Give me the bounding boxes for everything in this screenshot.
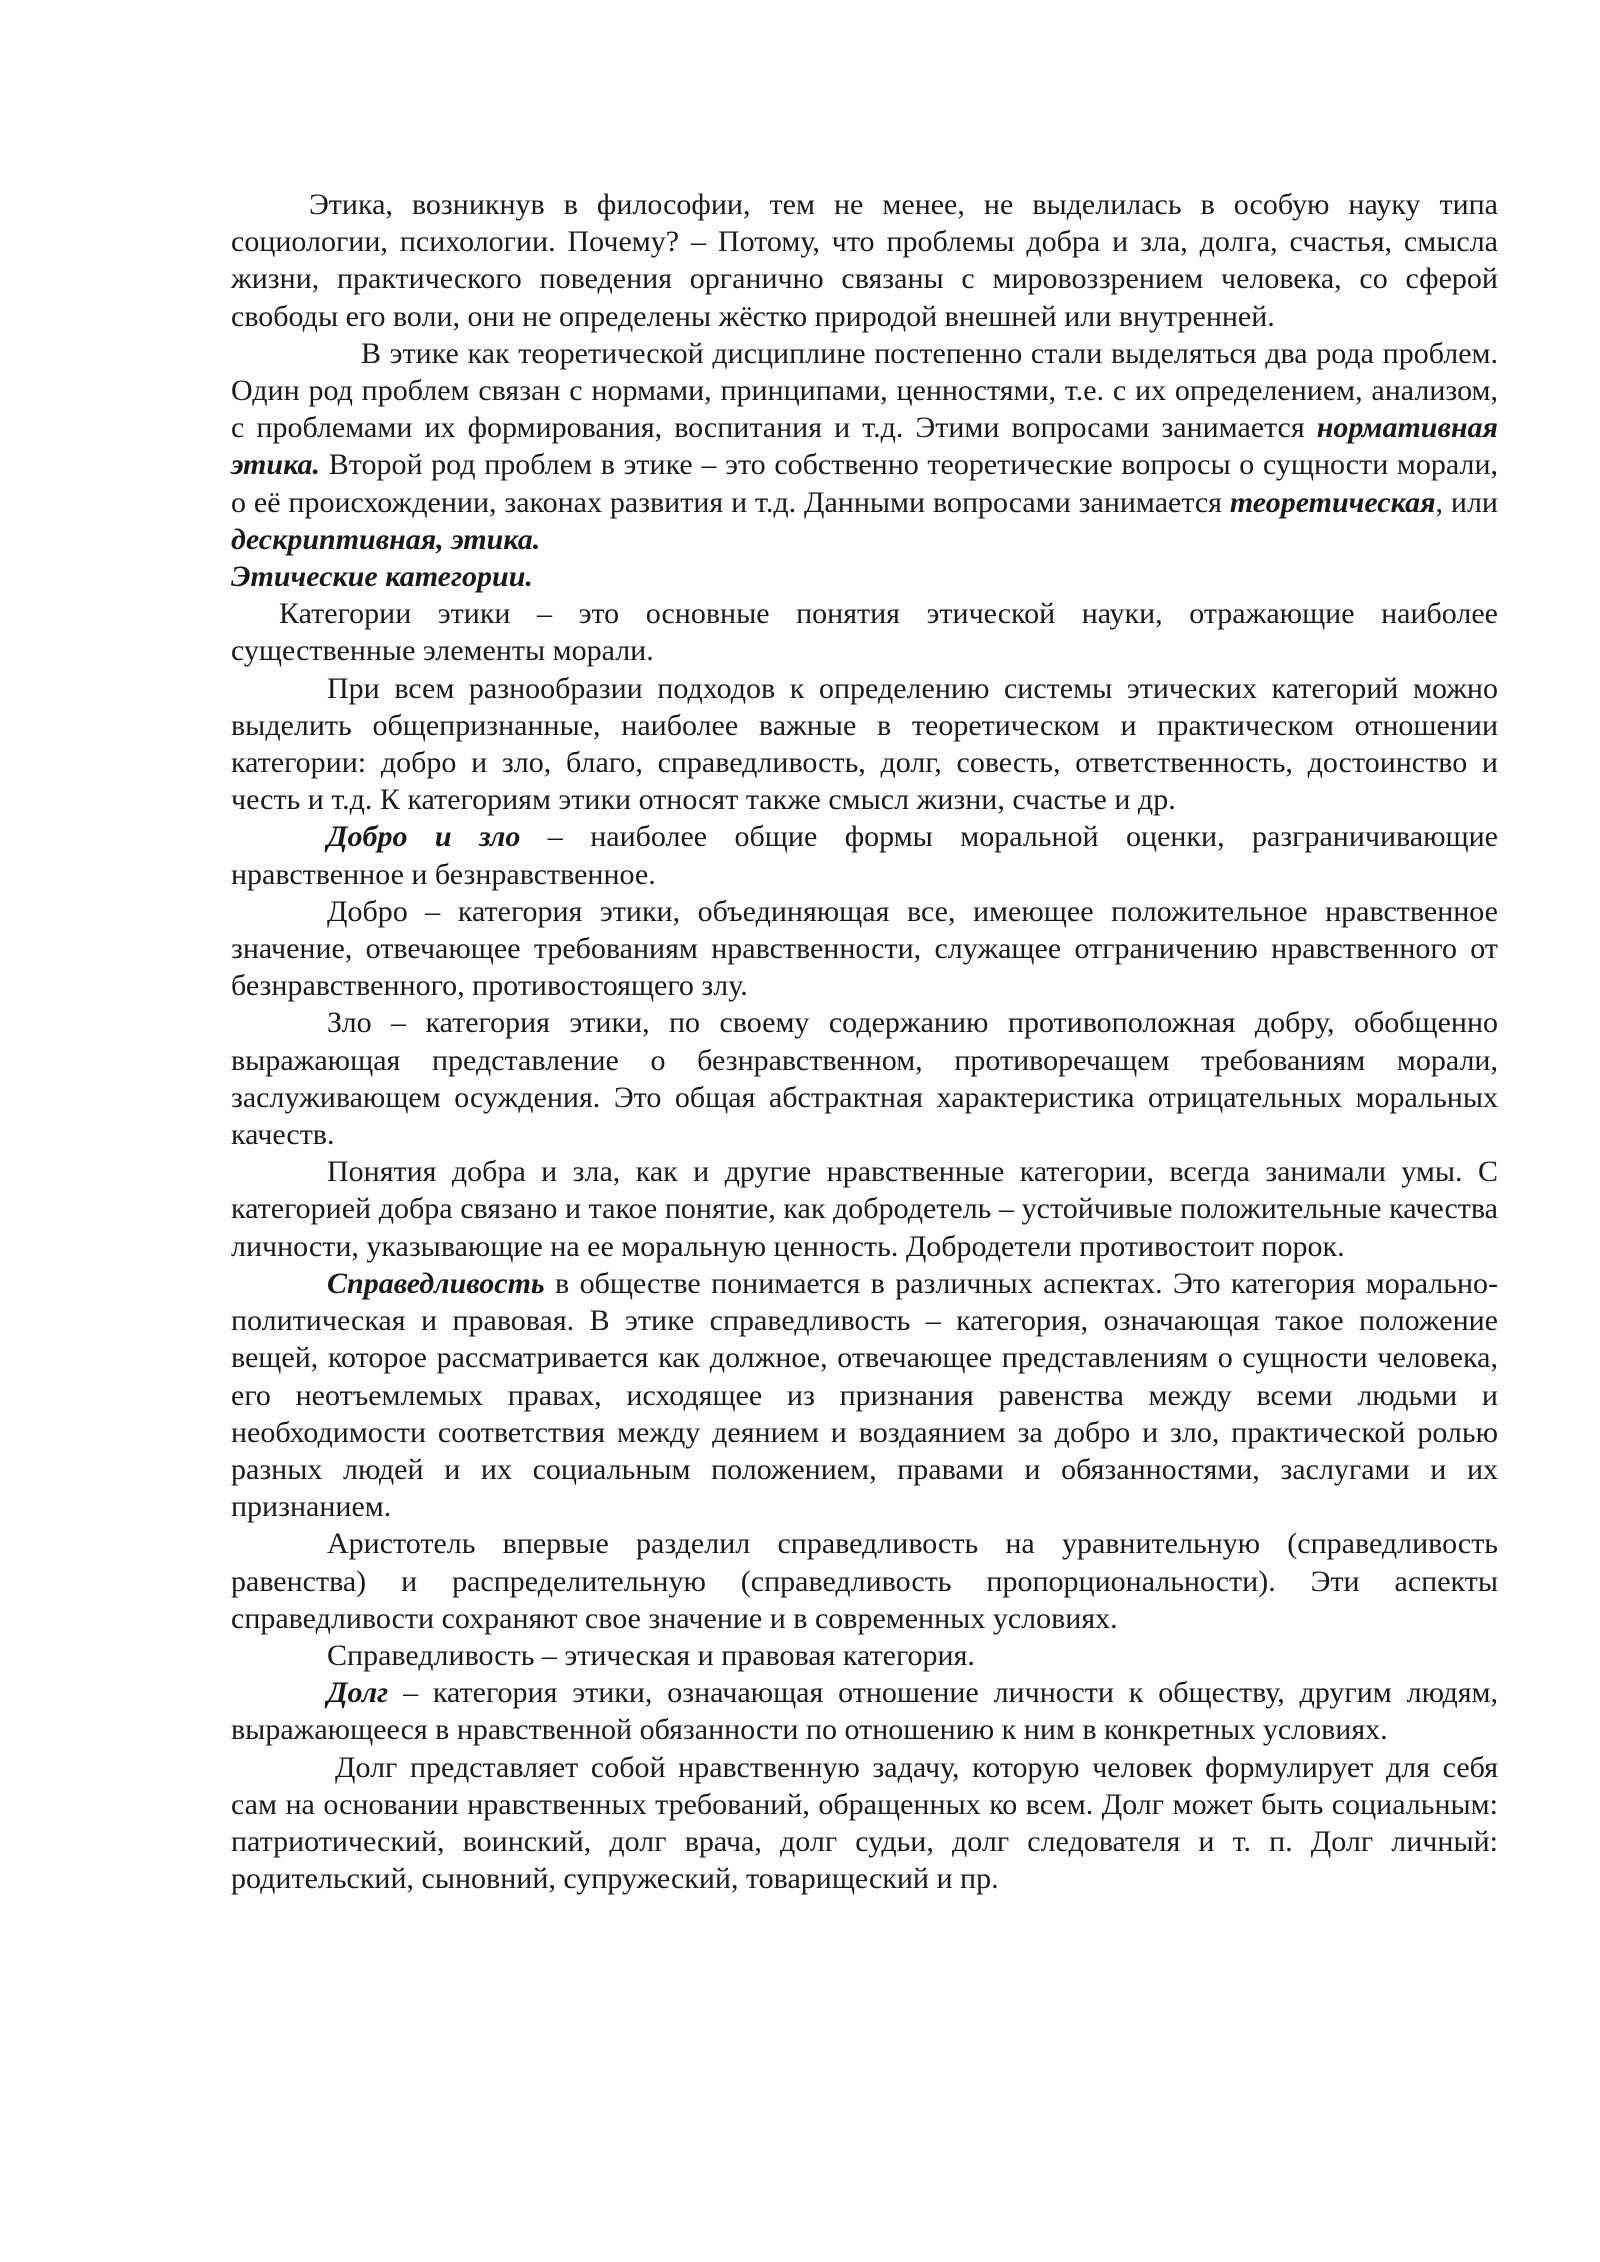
- paragraph-duty: [231, 1674, 1498, 1748]
- paragraph-text: в обществе понимается в различных аспектах. Это категория морально-политическая и правовая. В этике справедливость – категория, означающая такое положение вещей, которое рассматривается как должное, отвечающее представлениям о сущности человека, его неотъемлемых правах, исходящее из признания равенства между всеми людьми и необходимости соответствия между деянием и воздаянием за добро и зло, практической ролью разных людей и их социальным положением, правами и обязанностями, заслугами и их признанием.: [231, 1266, 1498, 1524]
- paragraph-justice-category: Справедливость – этическая и правовая категория.: [327, 1638, 975, 1672]
- paragraph-two-kinds-of-problems: [231, 335, 1498, 558]
- paragraph-justice: [231, 1265, 1498, 1525]
- paragraph-text: , или: [1435, 485, 1498, 519]
- paragraph-text: – категория этики, означающая отношение личности к обществу, другим людям, выражающееся в нравственной обязанности по отношению к ним в конкретных условиях.: [231, 1676, 1499, 1747]
- term-normative-ethics: нормативная этика.: [231, 411, 1498, 482]
- section-heading: Этические категории.: [231, 560, 533, 594]
- term-justice: Справедливость: [327, 1266, 545, 1300]
- term-duty: Долг: [327, 1676, 389, 1710]
- paragraph-ethics-intro: Этика, возникнув в философии, тем не менее, не выделилась в особую науку типа социологии, психологии. Почему? – Потому, что проблемы добра и зла, долга, счастья, смысла жизни, практического поведения органично связаны с мировоззрением человека, со сферой свободы его воли, они не определены жёстко природой внешней или внутренней.: [231, 188, 1498, 333]
- paragraph-virtue: Понятия добра и зла, как и другие нравственные категории, всегда занимали умы. С категорией добра связано и такое понятие, как добродетель – устойчивые положительные качества личности, указывающие на ее моральную ценность. Добродетели противостоит порок.: [231, 1155, 1498, 1263]
- paragraph-text: В этике как теоретической дисциплине постепенно стали выделяться два рода проблем. Один род проблем связан с нормами, принципами, ценностями, т.е. с их определением, анализом, с проблемами их формирования, воспитания и т.д. Этими вопросами занимается: [231, 336, 1498, 445]
- paragraph-categories-definition: Категории этики – это основные понятия этической науки, отражающие наиболее существенные элементы морали.: [231, 597, 1498, 668]
- paragraph-aristotle: Аристотель впервые разделил справедливость на уравнительную (справедливость равенства) и распределительную (справедливость пропорциональности). Эти аспекты справедливости сохраняют свое значение и в современных условиях.: [231, 1527, 1498, 1635]
- paragraph-good-and-evil: [231, 818, 1498, 892]
- paragraph-text: Второй род проблем в этике – это собственно теоретические вопросы о сущности морали, о её происхождении, законах развития и т.д. Данными вопросами занимается: [231, 448, 1499, 519]
- paragraph-text: – наиболее общие формы моральной оценки, разграничивающие нравственное и безнравственное.: [231, 820, 1498, 891]
- paragraph-evil: Зло – категория этики, по своему содержанию противоположная добру, обобщенно выражающая представление о безнравственном, противоречащем требованиям морали, заслуживающем осуждения. Это общая абстрактная характеристика отрицательных моральных качеств.: [231, 1006, 1498, 1152]
- paragraph-duty-types: Долг представляет собой нравственную задачу, которую человек формулирует для себя сам на основании нравственных требований, обращенных ко всем. Долг может быть социальным: патриотический, воинский, долг врача, долг судьи, долг следователя и т. п. Долг личный: родительский, сыновний, супружеский, товарищеский и пр.: [231, 1750, 1498, 1896]
- term-theoretical: теоретическая: [1229, 485, 1436, 519]
- paragraph-good: Добро – категория этики, объединяющая все, имеющее положительное нравственное значение, отвечающее требованиям нравственности, служащее отграничению нравственного от безнравственного, противостоящего злу.: [231, 894, 1498, 1003]
- term-good-and-evil: Добро и зло: [327, 820, 521, 854]
- paragraph-categories-list: При всем разнообразии подходов к определению системы этических категорий можно выделить общепризнанные, наиболее важные в теоретическом и практическом отношении категории: добро и зло, благо, справедливость, долг, совесть, ответственность, достоинство и честь и т.д. К категориям этики относят также смысл жизни, счастье и др.: [231, 671, 1498, 817]
- document-body: [231, 186, 1498, 1897]
- term-descriptive-ethics: дескриптивная, этика.: [231, 522, 541, 556]
